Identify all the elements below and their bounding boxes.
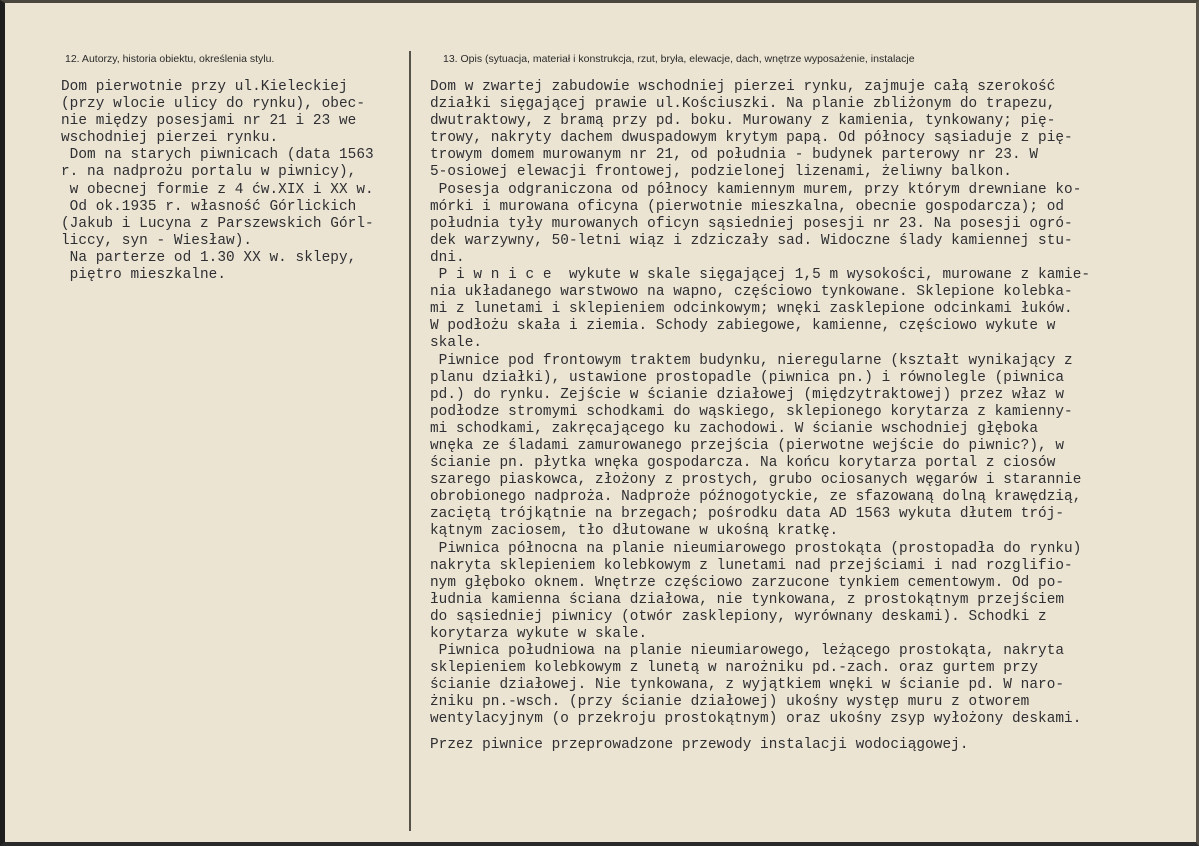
text-line: w obecnej formie z 4 ćw.XIX i XX w.	[61, 181, 374, 198]
text-line: nakryta sklepieniem kolebkowym z lunetami nad przejściami i nad rozglifio-	[430, 557, 1073, 574]
text-line: skale.	[430, 335, 483, 352]
section-12-header: 12. Autorzy, historia obiektu, określenia stylu.	[65, 53, 275, 65]
text-line: Dom w zwartej zabudowie wschodniej pierzei rynku, zajmuje całą szerokość	[430, 79, 1056, 95]
column-divider	[409, 51, 411, 831]
text-line: liccy, syn - Wiesław).	[61, 232, 253, 249]
text-line: trowym domem murowanym nr 21, od południa - budynek parterowy nr 23. W	[430, 147, 1039, 164]
section-13-header: 13. Opis (sytuacja, materiał i konstrukcja, rzut, bryła, elewacje, dach, wnętrze wyposażenie, instalacje	[443, 53, 915, 65]
text-line: nym głęboko oknem. Wnętrze częściowo zarzucone tynkiem cementowym. Od po-	[430, 574, 1065, 591]
text-line: do sąsiedniej piwnicy (otwór zasklepiony, wyrównany deskami). Schodki z	[430, 608, 1047, 625]
text-line: pd.) do rynku. Zejście w ścianie działowej (międzytraktowej) przez właz w	[430, 386, 1065, 403]
text-line: (Jakub i Lucyna z Parszewskich Górl-	[61, 215, 374, 232]
text-line: ścianie działowej. Nie tynkowana, z wyjątkiem wnęki w ścianie pd. W naro-	[430, 677, 1065, 694]
text-line: nia układanego warstwowo na wapno, częściowo tynkowane. Sklepione kolebka-	[430, 284, 1073, 301]
text-line: Przez piwnice przeprowadzone przewody instalacji wodociągowej.	[430, 736, 969, 753]
text-line: Na parterze od 1.30 XX w. sklepy,	[61, 249, 357, 266]
text-line: łudnia kamienna ściana działowa, nie tynkowana, z prostokątnym przejściem	[430, 591, 1065, 608]
text-line: dek warzywny, 50-letni wiąz i zdziczały sad. Widoczne ślady kamiennej stu-	[430, 232, 1073, 249]
text-line: mi z lunetami i sklepieniem odcinkowym; wnęki zasklepione odcinkami łuków.	[430, 301, 1073, 318]
text-line: mi schodkami, zakręcającego ku zachodowi. W ścianie wschodniej głęboka	[430, 420, 1039, 437]
text-line: Piwnica północna na planie nieumiarowego prostokąta (prostopadła do rynku)	[430, 540, 1082, 557]
text-line: dwutraktowy, z bramą przy pd. boku. Murowany z kamienia, tynkowany; pię-	[430, 113, 1056, 130]
text-line: piętro mieszkalne.	[61, 267, 227, 284]
text-line: podłodze stromymi schodkami do wąskiego, sklepionego korytarza z kamienny-	[430, 403, 1073, 420]
text-line: r. na nadprożu portalu w piwnicy),	[61, 164, 357, 181]
text-line: szarego piaskowca, złożony z prostych, grubo ociosanych węgarów i starannie	[430, 472, 1082, 489]
text-line: kątnym zaciosem, tło dłutowane w ukośną kratkę.	[430, 523, 839, 540]
text-line: Dom pierwotnie przy ul.Kieleckiej	[61, 79, 348, 95]
text-line: Piwnica południowa na planie nieumiarowego, leżącego prostokąta, nakryta	[430, 643, 1065, 660]
text-line: żniku pn.-wsch. (przy ścianie działowej) ukośny występ muru z otworem	[430, 694, 1030, 711]
text-line: planu działki), ustawione prostopadle (piwnica pn.) i równolegle (piwnica	[430, 369, 1065, 386]
text-line: ścianie pn. płytka wnęka gospodarcza. Na końcu korytarza portal z ciosów	[430, 455, 1056, 472]
text-line: 5-osiowej elewacji frontowej, podzielonej lizenami, żeliwny balkon.	[430, 164, 1012, 181]
paragraph-gap	[430, 729, 1180, 737]
text-line: Dom na starych piwnicach (data 1563	[61, 147, 374, 164]
text-line: zaciętą trójkątnie na brzegach; pośrodku data AD 1563 wykuta dłutem trój-	[430, 506, 1065, 523]
text-line: mórki i murowana oficyna (pierwotnie mieszkalna, obecnie gospodarcza); od	[430, 198, 1065, 215]
text-line: Od ok.1935 r. własność Górlickich	[61, 198, 357, 215]
text-line: wnęka ze śladami zamurowanego przejścia (pierwotne wejście do piwnic?), w	[430, 437, 1065, 454]
text-line: wschodniej pierzei rynku.	[61, 130, 279, 147]
text-line: W podłożu skała i ziemia. Schody zabiegowe, kamienne, częściowo wykute w	[430, 318, 1056, 335]
text-line: (przy wlocie ulicy do rynku), obec-	[61, 96, 366, 113]
text-line: trowy, nakryty dachem dwuspadowym krytym papą. Od północy sąsiaduje z pię-	[430, 130, 1073, 147]
text-line: korytarza wykute w skale.	[430, 626, 648, 642]
text-line: sklepieniem kolebkowym z lunetą w narożniku pd.-zach. oraz gurtem przy	[430, 660, 1039, 677]
text-line: działki sięgającej prawie ul.Kościuszki. Na planie zbliżonym do trapezu,	[430, 96, 1056, 113]
text-line: P i w n i c e wykute w skale sięgającej 1,5 m wysokości, murowane z kamie-	[430, 267, 1091, 284]
text-line: wentylacyjnym (o przekroju prostokątnym) oraz ukośny zsyp wyłożony deskami.	[430, 711, 1082, 728]
text-line: dni.	[430, 249, 465, 266]
text-line: Piwnice pod frontowym traktem budynku, nieregularne (kształt wynikający z	[430, 352, 1073, 369]
description-text	[430, 79, 1180, 754]
history-text	[61, 79, 401, 284]
text-line: nie między posesjami nr 21 i 23 we	[61, 113, 357, 130]
text-line: obrobionego nadproża. Nadproże późnogotyckie, ze sfazowaną dolną krawędzią,	[430, 489, 1082, 506]
text-line: Posesja odgraniczona od północy kamiennym murem, przy którym drewniane ko-	[430, 181, 1082, 198]
text-line: południa tyły murowanych oficyn sąsiedniej posesji nr 23. Na posesji ogró-	[430, 215, 1073, 232]
